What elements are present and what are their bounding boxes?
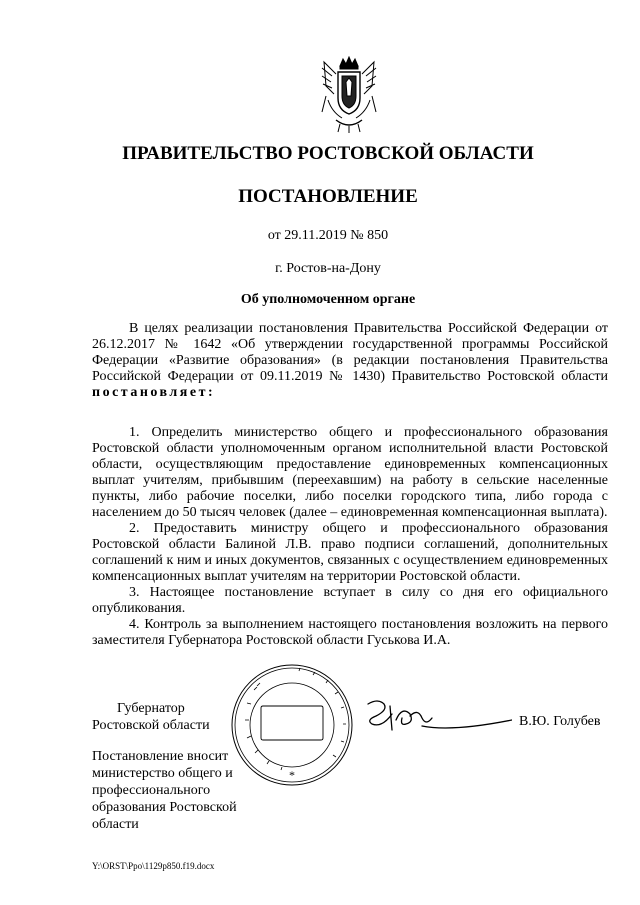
handwritten-signature-icon xyxy=(362,696,512,736)
official-seal-icon xyxy=(229,662,355,788)
resolution-item: 4. Контроль за выполнением настоящего постановления возложить на первого заместителя Губернатора Ростовской области Гуськова И.А. xyxy=(92,617,608,648)
resolution-item: 2. Предоставить министру общего и профессионального образования Ростовской области Балиной Л.В. право подписи соглашений, дополнительных соглашений к ним и иных документов, связанных с осуществлением единовременных компенсационных выплат учителям на территории Ростовской области. xyxy=(92,521,608,584)
document-date-number: от 29.11.2019 № 850 xyxy=(267,228,389,243)
svg-text:*: * xyxy=(289,768,295,782)
document-subject: Об уполномоченном органе xyxy=(240,292,416,307)
coat-of-arms-icon xyxy=(318,56,380,134)
document-city: г. Ростов-на-Дону xyxy=(275,261,381,276)
preamble-paragraph xyxy=(92,321,608,401)
signatory-name: В.Ю. Голубев xyxy=(519,714,601,729)
signatory-position-line2: Ростовской области xyxy=(92,718,210,733)
file-path: Y:\ORST\Ppo\1129p850.f19.docx xyxy=(92,861,215,871)
preamble-text: В целях реализации постановления Правительства Российской Федерации от 26.12.2017 № 1642 «Об утверждении государственной программы Российской Федерации «Развитие образования» (в редакции постановления Правительства Российской Федерации от 09.11.2019 № 1430) Правительство Ростовской области xyxy=(92,321,608,384)
introduced-by-note: Постановление вносит министерство общего и профессионального образования Ростовской области xyxy=(92,749,237,832)
government-title: ПРАВИТЕЛЬСТВО РОСТОВСКОЙ ОБЛАСТИ xyxy=(122,143,534,164)
resolution-items xyxy=(92,425,608,649)
resolution-item: 3. Настоящее постановление вступает в силу со дня его официального опубликования. xyxy=(92,585,608,616)
resolves-word: постановляет: xyxy=(92,385,216,400)
signatory-position-line1: Губернатор xyxy=(117,701,185,716)
resolution-item: 1. Определить министерство общего и профессионального образования Ростовской области уполномоченным органом исполнительной власти Ростовской области, осуществляющим предоставление единовременных компенсационных выплат учителям, прибывшим (переехавшим) на работу в сельские населенные пункты, либо рабочие поселки, либо поселки городского типа, либо города с населением до 50 тысяч человек (далее – единовременная компенсационная выплата). xyxy=(92,425,608,520)
document-type: ПОСТАНОВЛЕНИЕ xyxy=(238,186,418,207)
signatory-position xyxy=(92,700,210,734)
